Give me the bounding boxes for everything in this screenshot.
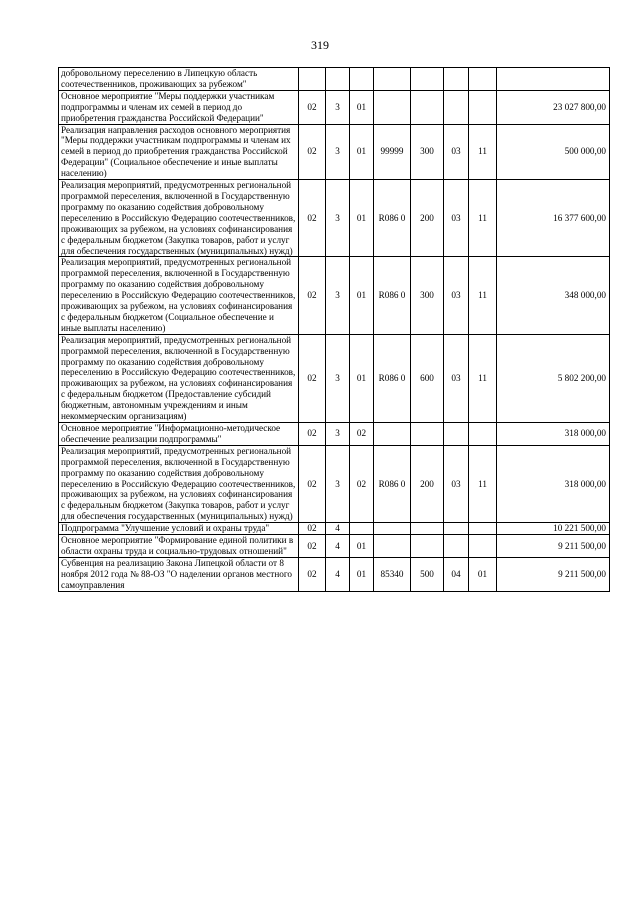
program-code-cell: 02	[299, 334, 326, 422]
subprogram-code-cell: 4	[326, 557, 350, 591]
row-name-cell: Подпрограмма "Улучшение условий и охраны труда"	[59, 523, 299, 535]
section-cell: 04	[444, 557, 469, 591]
row-name-cell: Реализация мероприятий, предусмотренных региональной программой переселения, включенной в Государственную программу по оказанию содействия добровольному переселению в Российскую Федерацию соотечественников, проживающих за рубежом, на условиях софинансирования с федеральным бюджетом (Закупка товаров, работ и услуг для обеспечения государственных (муниципальных) нужд)	[59, 445, 299, 522]
amount-cell: 23 027 800,00	[497, 90, 610, 124]
amount-cell: 5 802 200,00	[497, 334, 610, 422]
program-code-cell: 02	[299, 535, 326, 558]
table-row	[59, 445, 610, 522]
expense-type-cell	[411, 535, 444, 558]
measure-code-cell: 01	[350, 90, 374, 124]
section-cell	[444, 523, 469, 535]
subsection-cell: 11	[469, 180, 497, 257]
expense-type-cell: 600	[411, 334, 444, 422]
subprogram-code-cell: 3	[326, 423, 350, 446]
direction-code-cell	[374, 523, 411, 535]
measure-code-cell: 01	[350, 535, 374, 558]
row-name-cell: Реализация направления расходов основного мероприятия "Меры поддержки участникам подпрограммы и членам их семей в период до приобретения гражданства Российской Федерации" (Социальное обеспечение и иные выплаты населению)	[59, 124, 299, 180]
subsection-cell: 11	[469, 445, 497, 522]
row-name-cell: Реализация мероприятий, предусмотренных региональной программой переселения, включенной в Государственную программу по оказанию содействия добровольному переселению в Российскую Федерацию соотечественников, проживающих за рубежом, на условиях софинансирования с федеральным бюджетом (Закупка товаров, работ и услуг для обеспечения государственных (муниципальных) нужд)	[59, 180, 299, 257]
direction-code-cell: 99999	[374, 124, 411, 180]
section-cell: 03	[444, 124, 469, 180]
subprogram-code-cell: 3	[326, 90, 350, 124]
row-name-cell: Основное мероприятие "Формирование единой политики в области охраны труда и социально-трудовых отношений"	[59, 535, 299, 558]
expense-type-cell: 300	[411, 257, 444, 334]
measure-code-cell: 01	[350, 334, 374, 422]
subsection-cell	[469, 423, 497, 446]
amount-cell: 9 211 500,00	[497, 557, 610, 591]
row-name-cell: Реализация мероприятий, предусмотренных региональной программой переселения, включенной в Государственную программу по оказанию содействия добровольному переселению в Российскую Федерацию соотечественников, проживающих за рубежом, на условиях софинансирования с федеральным бюджетом (Предоставление субсидий бюджетным, автономным учреждениям и иным некоммерческим организациям)	[59, 334, 299, 422]
section-cell	[444, 423, 469, 446]
expense-type-cell	[411, 90, 444, 124]
table-row	[59, 557, 610, 591]
page-number: 319	[311, 38, 329, 52]
amount-cell: 10 221 500,00	[497, 523, 610, 535]
program-code-cell: 02	[299, 180, 326, 257]
direction-code-cell: R086 0	[374, 180, 411, 257]
amount-cell	[497, 68, 610, 91]
budget-table	[58, 67, 610, 592]
table-row	[59, 523, 610, 535]
row-name-cell: Реализация мероприятий, предусмотренных региональной программой переселения, включенной в Государственную программу по оказанию содействия добровольному переселению в Российскую Федерацию соотечественников, проживающих за рубежом, на условиях софинансирования с федеральным бюджетом (Социальное обеспечение и иные выплаты населению)	[59, 257, 299, 334]
measure-code-cell	[350, 68, 374, 91]
expense-type-cell: 300	[411, 124, 444, 180]
measure-code-cell: 01	[350, 257, 374, 334]
expense-type-cell: 500	[411, 557, 444, 591]
section-cell	[444, 535, 469, 558]
direction-code-cell	[374, 90, 411, 124]
section-cell	[444, 90, 469, 124]
measure-code-cell	[350, 523, 374, 535]
subsection-cell	[469, 68, 497, 91]
table-row	[59, 180, 610, 257]
measure-code-cell: 01	[350, 557, 374, 591]
subsection-cell: 11	[469, 334, 497, 422]
amount-cell: 348 000,00	[497, 257, 610, 334]
subsection-cell	[469, 535, 497, 558]
expense-type-cell	[411, 423, 444, 446]
program-code-cell: 02	[299, 445, 326, 522]
subsection-cell	[469, 90, 497, 124]
expense-type-cell	[411, 68, 444, 91]
direction-code-cell: 85340	[374, 557, 411, 591]
direction-code-cell	[374, 535, 411, 558]
expense-type-cell: 200	[411, 445, 444, 522]
direction-code-cell	[374, 423, 411, 446]
section-cell	[444, 68, 469, 91]
program-code-cell	[299, 68, 326, 91]
row-name-cell: добровольному переселению в Липецкую область соотечественников, проживающих за рубежом"	[59, 68, 299, 91]
measure-code-cell: 01	[350, 180, 374, 257]
program-code-cell: 02	[299, 523, 326, 535]
amount-cell: 318 000,00	[497, 445, 610, 522]
row-name-cell: Субвенция на реализацию Закона Липецкой области от 8 ноября 2012 года № 88-ОЗ "О наделении органов местного самоуправления	[59, 557, 299, 591]
subprogram-code-cell	[326, 68, 350, 91]
direction-code-cell	[374, 68, 411, 91]
amount-cell: 318 000,00	[497, 423, 610, 446]
row-name-cell: Основное мероприятие "Информационно-методическое обеспечение реализации подпрограммы"	[59, 423, 299, 446]
table-row	[59, 257, 610, 334]
subprogram-code-cell: 3	[326, 445, 350, 522]
section-cell: 03	[444, 334, 469, 422]
table-row	[59, 334, 610, 422]
table-row	[59, 124, 610, 180]
program-code-cell: 02	[299, 90, 326, 124]
direction-code-cell: R086 0	[374, 445, 411, 522]
amount-cell: 9 211 500,00	[497, 535, 610, 558]
subsection-cell: 01	[469, 557, 497, 591]
table-body	[59, 68, 610, 592]
measure-code-cell: 01	[350, 124, 374, 180]
program-code-cell: 02	[299, 423, 326, 446]
subprogram-code-cell: 3	[326, 334, 350, 422]
table-row	[59, 90, 610, 124]
amount-cell: 500 000,00	[497, 124, 610, 180]
amount-cell: 16 377 600,00	[497, 180, 610, 257]
program-code-cell: 02	[299, 124, 326, 180]
subsection-cell: 11	[469, 257, 497, 334]
measure-code-cell: 02	[350, 445, 374, 522]
subprogram-code-cell: 4	[326, 523, 350, 535]
program-code-cell: 02	[299, 557, 326, 591]
subsection-cell: 11	[469, 124, 497, 180]
subsection-cell	[469, 523, 497, 535]
table-row	[59, 68, 610, 91]
table-row	[59, 535, 610, 558]
table-row	[59, 423, 610, 446]
subprogram-code-cell: 4	[326, 535, 350, 558]
row-name-cell: Основное мероприятие "Меры поддержки участникам подпрограммы и членам их семей в период до приобретения гражданства Российской Федерации"	[59, 90, 299, 124]
expense-type-cell: 200	[411, 180, 444, 257]
measure-code-cell: 02	[350, 423, 374, 446]
program-code-cell: 02	[299, 257, 326, 334]
section-cell: 03	[444, 180, 469, 257]
subprogram-code-cell: 3	[326, 180, 350, 257]
section-cell: 03	[444, 445, 469, 522]
direction-code-cell: R086 0	[374, 257, 411, 334]
expense-type-cell	[411, 523, 444, 535]
subprogram-code-cell: 3	[326, 257, 350, 334]
section-cell: 03	[444, 257, 469, 334]
subprogram-code-cell: 3	[326, 124, 350, 180]
direction-code-cell: R086 0	[374, 334, 411, 422]
